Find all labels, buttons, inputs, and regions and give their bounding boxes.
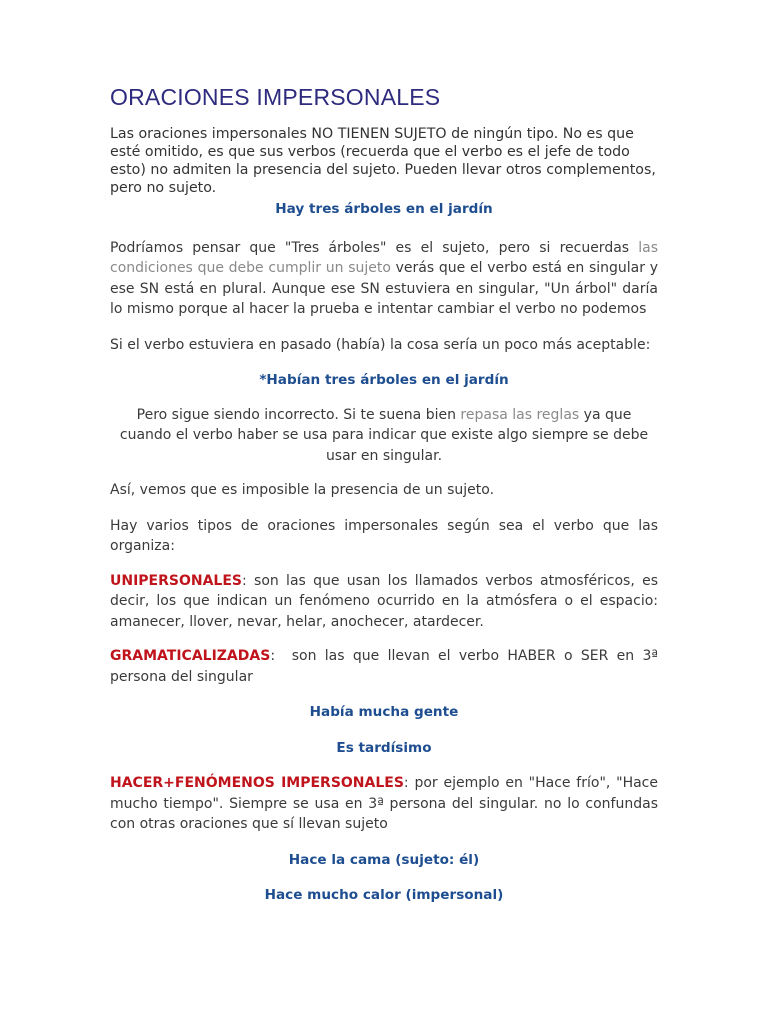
label-separator: : bbox=[270, 648, 276, 664]
label-separator: : bbox=[403, 775, 409, 791]
example-hace-calor: Hace mucho calor (impersonal) bbox=[264, 887, 504, 903]
intro-paragraph: Las oraciones impersonales NO TIENEN SUJETO de ningún tipo. No es que esté omitido, es que sus verbos (recuerda que el verbo es el jefe de todo esto) no admiten la presencia del sujeto. Pueden llevar otros complementos, pero no sujeto. bbox=[110, 126, 656, 196]
paragraph-subject-explanation bbox=[110, 238, 658, 320]
label-unipersonales: UNIPERSONALES bbox=[110, 572, 243, 589]
paragraph-text: Podríamos pensar que "Tres árboles" es el sujeto, pero si recuerdas bbox=[110, 239, 639, 256]
document-page bbox=[110, 84, 663, 906]
paragraph-text: verás que el verbo está en singular y ese SN está en plural. Aunque ese SN estuviera en singular, "Un árbol" daría lo mismo porque al hacer la prueba e intentar cambiar el verbo no podemos bbox=[110, 260, 658, 317]
type-hacer-fenomenos bbox=[110, 773, 658, 835]
type-unipersonales bbox=[110, 571, 658, 633]
example-habia-gente: Había mucha gente bbox=[309, 704, 459, 720]
example-hay-arboles: Hay tres árboles en el jardín bbox=[275, 201, 493, 217]
paragraph-text: ya que cuando el verbo haber se usa para indicar que existe algo siempre se debe usar en singular. bbox=[119, 406, 649, 464]
example-habian-arboles: *Habían tres árboles en el jardín bbox=[259, 372, 509, 388]
link-repasa-reglas[interactable]: repasa las reglas bbox=[460, 406, 580, 423]
label-gramaticalizadas: GRAMATICALIZADAS bbox=[110, 648, 271, 664]
type-gramaticalizadas bbox=[110, 646, 663, 687]
label-separator: : bbox=[242, 572, 247, 589]
label-hacer-fenomenos: HACER+FENÓMENOS IMPERSONALES bbox=[110, 775, 404, 791]
example-es-tardisimo: Es tardísimo bbox=[336, 739, 432, 756]
paragraph-text: por ejemplo en "Hace frío", "Hace mucho tiempo". Siempre se usa en 3ª persona del singular. no lo confundas con otras oraciones que sí llevan sujeto bbox=[110, 775, 658, 832]
paragraph-text: Pero sigue siendo incorrecto. Si te suena bien bbox=[136, 406, 461, 423]
paragraph-text: son las que llevan el verbo HABER o SER en 3ª persona del singular bbox=[110, 648, 663, 685]
paragraph-text: son las que usan los llamados verbos atmosféricos, es decir, los que indican un fenómeno ocurrido en la atmósfera o el espacio: amanecer, llover, nevar, helar, anochecer, atardecer. bbox=[110, 572, 658, 630]
paragraph-tipos: Hay varios tipos de oraciones impersonales según sea el verbo que las organiza: bbox=[110, 517, 658, 554]
paragraph-pasado: Si el verbo estuviera en pasado (había) la cosa sería un poco más aceptable: bbox=[110, 336, 651, 353]
link-condiciones-sujeto[interactable]: las condiciones que debe cumplir un sujeto bbox=[110, 239, 658, 276]
page-title: ORACIONES IMPERSONALES bbox=[110, 84, 441, 110]
paragraph-incorrecto bbox=[110, 405, 658, 467]
example-hace-cama: Hace la cama (sujeto: él) bbox=[288, 851, 480, 868]
paragraph-imposible-sujeto: Así, vemos que es imposible la presencia de un sujeto. bbox=[110, 482, 495, 498]
